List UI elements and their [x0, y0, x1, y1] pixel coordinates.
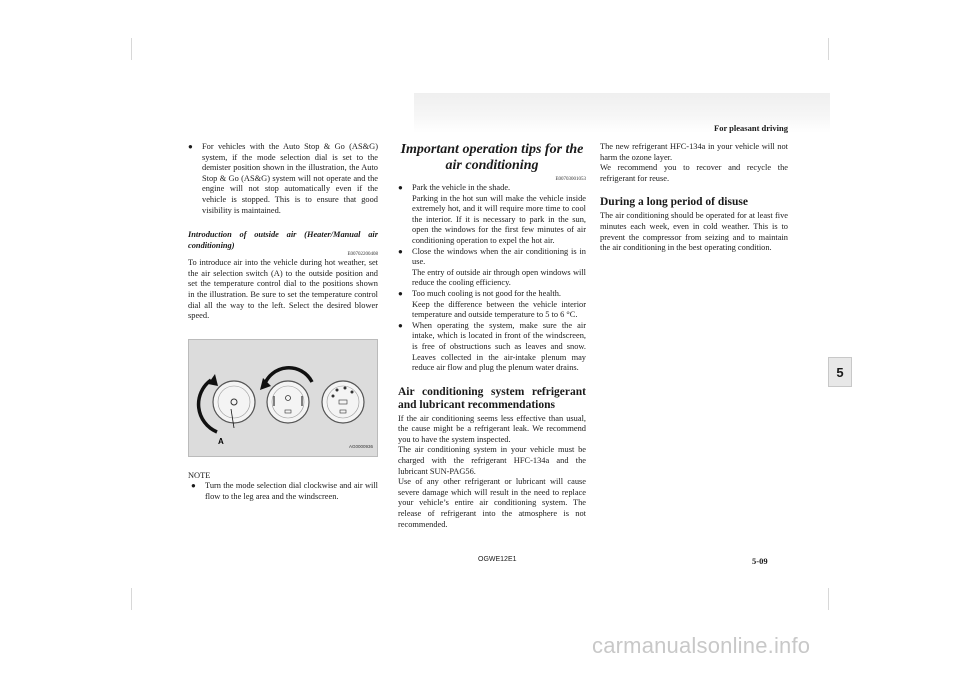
- right-column: [600, 142, 788, 254]
- tip-body: Parking in the hot sun will make the vehicle inside extremely hot, and it will require more time to cool the interior. If it is necessary to park in the sun, open the windows for the first few minutes of air conditioning operation to expel the hot air.: [412, 193, 586, 245]
- section-heading: During a long period of disuse: [600, 196, 748, 209]
- tip-lead: Park the vehicle in the shade.: [412, 183, 511, 192]
- list-item: [188, 481, 378, 502]
- bullet-icon: ●: [398, 320, 403, 330]
- body-text: Use of any other refrigerant or lubricant will cause severe damage which will result in the need to replace your vehicle’s entire air conditioning system. The release of refrigerant into the atmosphere is not recommended.: [398, 477, 586, 529]
- body-text: If the air conditioning seems less effective than usual, the cause might be a refrigerant leak. We recommend you to have the system inspected.: [398, 413, 586, 444]
- mode-selection-dial: [322, 381, 364, 423]
- list-item: [398, 321, 586, 374]
- note-text: Turn the mode selection dial clockwise and air will flow to the leg area and the windscreen.: [205, 481, 378, 501]
- crop-mark: [828, 588, 829, 610]
- air-selection-dial: [213, 381, 255, 423]
- body-text: The air conditioning should be operated for at least five minutes each week, even in cold weather. This is to prevent the compressor from seizing and to maintain the air conditioning in the best operating condition.: [600, 211, 788, 253]
- bullet-icon: ●: [398, 183, 403, 192]
- tip-lead: Too much cooling is not good for the health.: [412, 288, 561, 298]
- body-text: We recommend you to recover and recycle the refrigerant for reuse.: [600, 163, 788, 183]
- left-column: [188, 142, 378, 503]
- bullet-icon: ●: [398, 246, 403, 256]
- page-number: 5-09: [752, 556, 768, 566]
- list-item: [398, 247, 586, 289]
- section-heading: Air conditioning system refrigerant and lubricant recommendations: [398, 385, 586, 411]
- tip-body: Keep the difference between the vehicle interior temperature and outside temperature to 5 to 6 °C.: [412, 299, 586, 320]
- bullet-icon: ●: [191, 481, 196, 491]
- bullet-text: For vehicles with the Auto Stop & Go (AS&G) system, if the mode selection dial is set to the demister position shown in the illustration, the Auto Stop & Go (AS&G) system will not operate and the engine will not stop automatically even if the vehicle is stopped. This is to ensure that good visibility is maintained.: [202, 142, 378, 215]
- label-a: A: [218, 436, 224, 446]
- temperature-dial: [267, 381, 309, 423]
- hvac-control-illustration: [188, 339, 378, 457]
- tip-lead: Close the windows when the air conditioning is in use.: [412, 246, 586, 267]
- list-item: [398, 183, 586, 247]
- body-text: The new refrigerant HFC-134a in your vehicle will not harm the ozone layer.: [600, 142, 788, 162]
- chapter-tab: 5: [828, 357, 852, 387]
- crop-mark: [828, 38, 829, 60]
- bullet-icon: ●: [188, 142, 193, 151]
- body-text: The air conditioning system in your vehicle must be charged with the refrigerant HFC-134a and the lubricant SUN-PAG56.: [398, 445, 586, 476]
- watermark: carmanualsonline.info: [592, 633, 811, 658]
- list-item: [188, 142, 378, 216]
- running-head: For pleasant driving: [714, 123, 788, 133]
- section-code: E00702200408: [347, 252, 378, 258]
- middle-column: [398, 142, 586, 530]
- page-title: Important operation tips for the air conditioning: [400, 142, 584, 173]
- list-item: [398, 289, 586, 321]
- figure-code: AG0000936: [348, 444, 373, 450]
- subhead: Introduction of outside air (Heater/Manual air conditioning): [188, 230, 378, 250]
- tip-lead: When operating the system, make sure the air intake, which is located in front of the windscreen, is free of obstructions such as leaves and snow. Leaves collected in the air-intake plenum may reduce air flow and plug the plenum water drains.: [412, 320, 586, 373]
- crop-mark: [131, 588, 132, 610]
- section-code: E00703001053: [555, 177, 586, 182]
- bullet-icon: ●: [398, 288, 403, 298]
- body-text: To introduce air into the vehicle during hot weather, set the air selection switch (A) to the outside position and set the temperature control dial to the positions shown in the illustration. Be sure to set the temperature control dial all the way to the left. Select the desired blower speed.: [188, 258, 378, 321]
- hvac-dials-drawing: [189, 340, 377, 456]
- note-heading: NOTE: [188, 470, 211, 480]
- tip-body: The entry of outside air through open windows will reduce the cooling efficiency.: [412, 267, 586, 288]
- crop-mark: [131, 38, 132, 60]
- doc-code: OGWE12E1: [478, 556, 517, 563]
